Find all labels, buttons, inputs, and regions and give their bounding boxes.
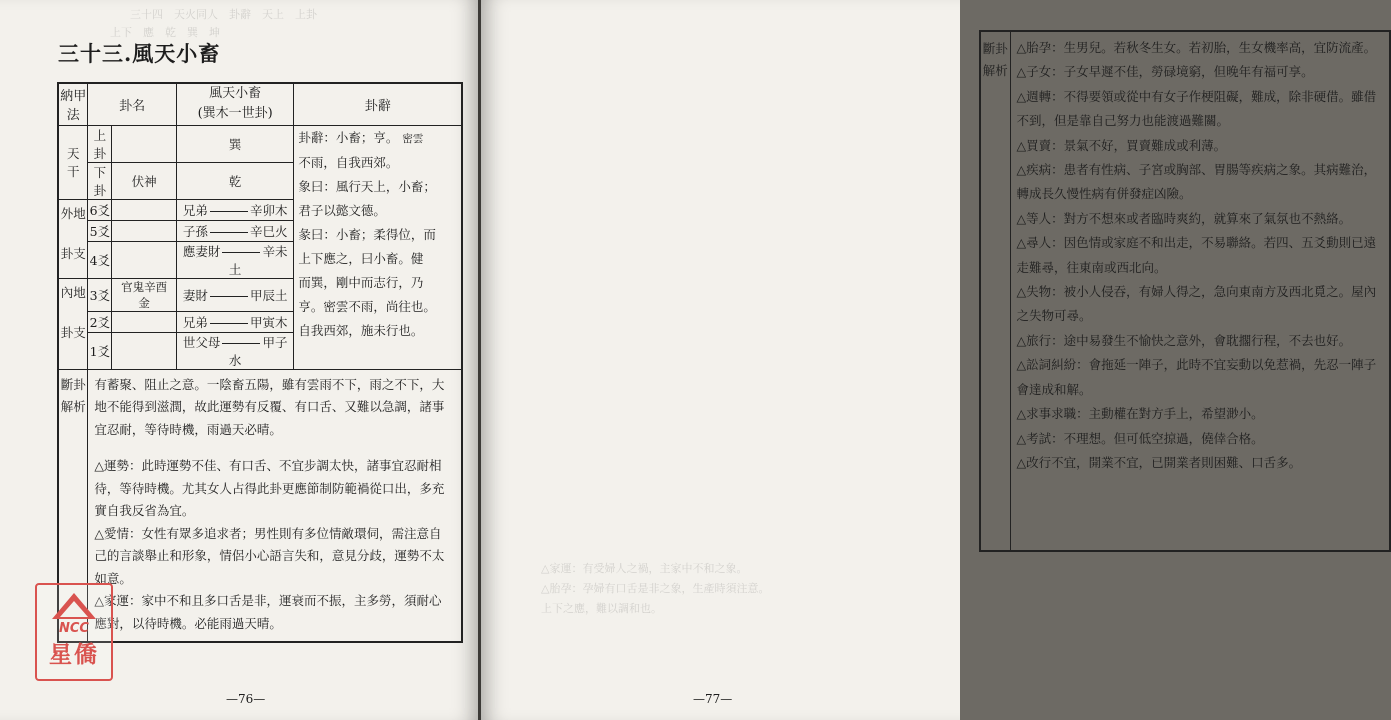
yao-2: 兄弟 甲寅木 — [176, 311, 293, 332]
analysis-paragraph: △運勢：此時運勢不佳、有口舌、不宜步調太快，諸事宜忍耐相待，等待時機。尤其女人占得此卦更應節制防範禍從口出，多充實自我反省為宜。 — [94, 458, 445, 518]
analysis-item: △等人：對方不想來或者臨時爽約，就算來了氣氛也不熱絡。 — [1016, 210, 1352, 226]
guaci-line-9: 自我西郊，施未行也。 — [298, 322, 424, 338]
stamp-top-text: NCC — [59, 621, 89, 636]
analysis-paragraph: △愛情：女性有眾多追求者；男性則有多位情敵環伺，需注意自己的言談舉止和形象，情侶小心語言失和，意見分歧，運勢不太如意。 — [94, 525, 445, 586]
analysis-table-continued — [979, 30, 1391, 552]
yao-2-pos: 2爻 — [88, 311, 112, 332]
analysis-item: △買賣：景氣不好，買賣難成或利薄。 — [1016, 137, 1227, 153]
hexagram-table — [57, 82, 463, 643]
guazhi-label-1: 卦支 — [60, 245, 86, 261]
tiangan-char-2: 干 — [66, 164, 80, 179]
guaci-line-7: 而巽，剛中而志行，乃 — [298, 274, 424, 290]
guaci-line-4: 君子以懿文德。 — [298, 202, 386, 218]
waidi-label: 外地 — [60, 205, 86, 221]
yao-5-pos: 5爻 — [88, 220, 112, 241]
guaci-small-note: 密雲 — [402, 132, 424, 145]
analysis-item: △考試：不理想。但可低空掠過，僥倖合格。 — [1016, 430, 1264, 446]
yao-4: 應妻財 辛未土 — [176, 241, 293, 278]
gua-name-line2: (巽木一世卦) — [197, 106, 273, 122]
yao-6-pos: 6爻 — [88, 199, 112, 220]
waidi-cell — [58, 199, 88, 278]
yao-3: 妻財 甲辰土 — [176, 278, 293, 311]
analysis-body-right — [1010, 31, 1390, 551]
tiangan-cell — [58, 125, 88, 199]
duan-gua-label: 斷卦 解析 — [58, 369, 88, 642]
yao-1-pos: 1爻 — [88, 332, 112, 369]
analysis-item: △求事求職：主動權在對方手上，希望渺小。 — [1016, 406, 1264, 422]
shang-gua-label: 上卦 — [88, 125, 112, 162]
duan-gua-label-right: 斷卦 解析 — [980, 31, 1010, 551]
gua-name-line1: 風天小畜 — [209, 86, 262, 102]
analysis-paragraph: 有蓄聚、阻止之意。一陰畜五陽，雖有雲雨不下，雨之不下，大地不能得到滋潤，故此運勢有反覆、有口舌、又難以急調，諸事宜忍耐，等待時機，雨過天必晴。 — [94, 376, 445, 437]
analysis-item: △訟詞糾紛：會拖延一陣子，此時不宜妄動以免惹禍，先忍一陣子會達成和解。 — [1016, 357, 1377, 397]
bleed-through-text: △胎孕：孕婦有口舌是非之象，生產時須注意。 — [541, 582, 770, 595]
analysis-item: △胎孕：生男兒。若秋冬生女。若初胎，生女機率高，宜防流產。 — [1016, 40, 1377, 55]
yao-3-pos: 3爻 — [88, 278, 112, 311]
guaci-line-6: 上下應之，曰小畜。健 — [298, 250, 424, 266]
yao-4-pos: 4爻 — [88, 241, 112, 278]
guaci-line-2: 不雨，自我西郊。 — [298, 154, 399, 170]
yao-6: 兄弟 辛卯木 — [176, 199, 293, 220]
analysis-paragraph: △家運：家中不和且多口舌是非，運衰而不振，主多勞，須耐心應對，以待時機。必能雨過天晴。 — [94, 593, 442, 631]
header-najia: 納甲法 — [58, 83, 88, 125]
yao-5: 子孫 辛巳火 — [176, 220, 293, 241]
fushen-label: 伏神 — [112, 162, 177, 199]
page-number-left: —76— — [226, 692, 266, 706]
page-title: 三十三.風天小畜 — [58, 41, 221, 66]
right-page — [481, 0, 1377, 720]
duan-gua-analysis — [88, 369, 462, 642]
stamp-bottom-text: 星僑 — [49, 642, 99, 668]
xia-gua-name: 乾 — [176, 162, 293, 199]
analysis-item: △旅行：途中易發生不愉快之意外，會耽擱行程，不去也好。 — [1016, 332, 1352, 348]
left-page — [0, 0, 479, 720]
page-number-right: —77— — [693, 692, 733, 706]
header-guaci: 卦辭 — [294, 83, 462, 125]
tiangan-char-1: 天 — [66, 146, 80, 161]
shang-gua-name: 巽 — [176, 125, 293, 162]
header-gua-name — [176, 83, 293, 125]
ncc-watermark-stamp — [35, 583, 113, 681]
guaci-line-1: 卦辭：小畜；亨。 密雲 — [298, 129, 424, 145]
analysis-item: △尋人：因色情或家庭不和出走，不易聯絡。若四、五爻動則已遠走難尋，往東南或西北向。 — [1016, 235, 1377, 275]
bleed-through-text: 上下之應，難以調和也。 — [541, 602, 662, 615]
fushen-value: 官鬼辛酉 金 — [112, 278, 177, 311]
analysis-item: △週轉：不得要領或從中有女子作梗阻礙，難成，除非硬借。雖借不到，但是靠自己努力也能渡過難關。 — [1016, 88, 1377, 129]
guaci-line-5: 彖曰：小畜；柔得位，而 — [298, 226, 436, 242]
header-guaming: 卦名 — [88, 83, 177, 125]
yao-1: 世父母 甲子水 — [176, 332, 293, 369]
guaci-line-3: 象曰：風行天上，小畜； — [298, 178, 436, 194]
neidi-cell — [58, 278, 88, 369]
triangle-logo-icon — [52, 593, 96, 619]
bleed-through-text: △家運：有受婦人之禍，主家中不和之象。 — [541, 562, 748, 575]
guaci-line-8: 亨。密雲不雨，尚往也。 — [298, 298, 436, 314]
analysis-item: △改行不宜，開業不宜，已開業者則困難、口舌多。 — [1016, 454, 1302, 470]
xia-gua-label: 下卦 — [88, 162, 112, 199]
analysis-item: △失物：被小人侵吞，有婦人得之，急向東南方及西北覓之。屋內之失物可尋。 — [1016, 284, 1377, 324]
bleed-through-text: 上下 應 乾 巽 坤 — [110, 26, 220, 39]
guaci-text — [294, 125, 462, 369]
analysis-item: △疾病：患者有性病、子宮或胸部、胃腸等疾病之象。其病難治，轉成長久慢性病有併發症凶險。 — [1016, 162, 1377, 202]
guazhi-label-2: 卦支 — [60, 324, 86, 340]
analysis-item: △子女：子女早遲不佳，勞碌境窮，但晚年有福可享。 — [1016, 64, 1314, 80]
neidi-label: 內地 — [60, 284, 86, 300]
bleed-through-text: 三十四 天火同人 卦辭 天上 上卦 — [130, 8, 317, 21]
